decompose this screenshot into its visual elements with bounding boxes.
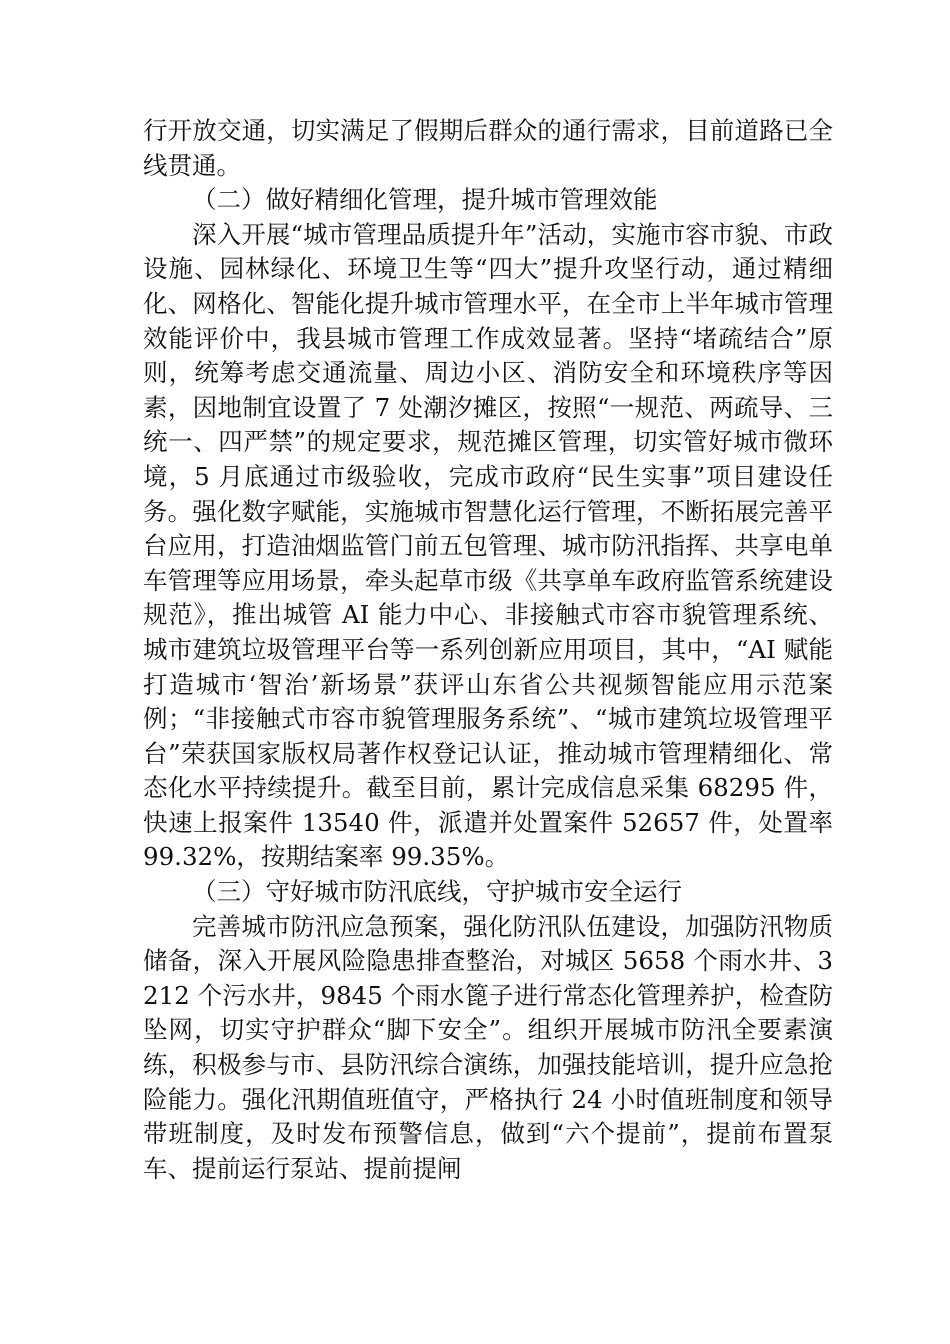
section-heading-2: （二）做好精细化管理，提升城市管理效能	[192, 185, 658, 215]
paragraph-city-management: 深入开展“城市管理品质提升年”活动，实施市容市貌、市政设施、园林绿化、环境卫生等“四大”提升攻坚行动，通过精细化、网格化、智能化提升城市管理水平，在全市上半年城市管理效能评价中，我县城市管理工作成效显著。坚持“堵疏结合”原则，统筹考虑交通流量、周边小区、消防安全和环境秩序等因素，因地制宜设置了 7 处潮汐摊区，按照“一规范、两疏导、三统一、四严禁”的规定要求，规范摊区管理，切实管好城市微环境，5 月底通过市级验收，完成市政府“民生实事”项目建设任务。强化数字赋能，实施城市智慧化运行管理，不断拓展完善平台应用，打造油烟监管门前五包管理、城市防汛指挥、共享电单车管理等应用场景，牵头起草市级《共享单车政府监管系统建设规范》，推出城管 AI 能力中心、非接触式市容市貌管理系统、城市建筑垃圾管理平台等一系列创新应用项目，其中，“AI 赋能打造城市‘智治’新场景”获评山东省公共视频智能应用示范案例；“非接触式市容市貌管理服务系统”、“城市建筑垃圾管理平台”荣获国家版权局著作权登记认证，推动城市管理精细化、常态化水平持续提升。截至目前，累计完成信息采集 68295 件，快速上报案件 13540 件，派遣并处置案件 52657 件，处置率 99.32%，按期结案率 99.35%。	[143, 219, 833, 872]
paragraph-flood-control: 完善城市防汛应急预案，强化防汛队伍建设，加强防汛物质储备，深入开展风险隐患排查整治，对城区 5658 个雨水井、3212 个污水井，9845 个雨水篦子进行常态化管理养护，检查防坠网，切实守护群众“脚下安全”。组织开展城市防汛全要素演练，积极参与市、县防汛综合演练，加强技能培训，提升应急抢险能力。强化汛期值班值守，严格执行 24 小时值班制度和领导带班制度，及时发布预警信息，做到“六个提前”，提前布置泵车、提前运行泵站、提前提闸	[143, 911, 833, 1183]
document-body	[143, 114, 833, 1186]
section-heading-3: （三）守好城市防汛底线，守护城市安全运行	[192, 877, 682, 907]
paragraph-continuation: 行开放交通，切实满足了假期后群众的通行需求，目前道路已全线贯通。	[143, 116, 833, 180]
